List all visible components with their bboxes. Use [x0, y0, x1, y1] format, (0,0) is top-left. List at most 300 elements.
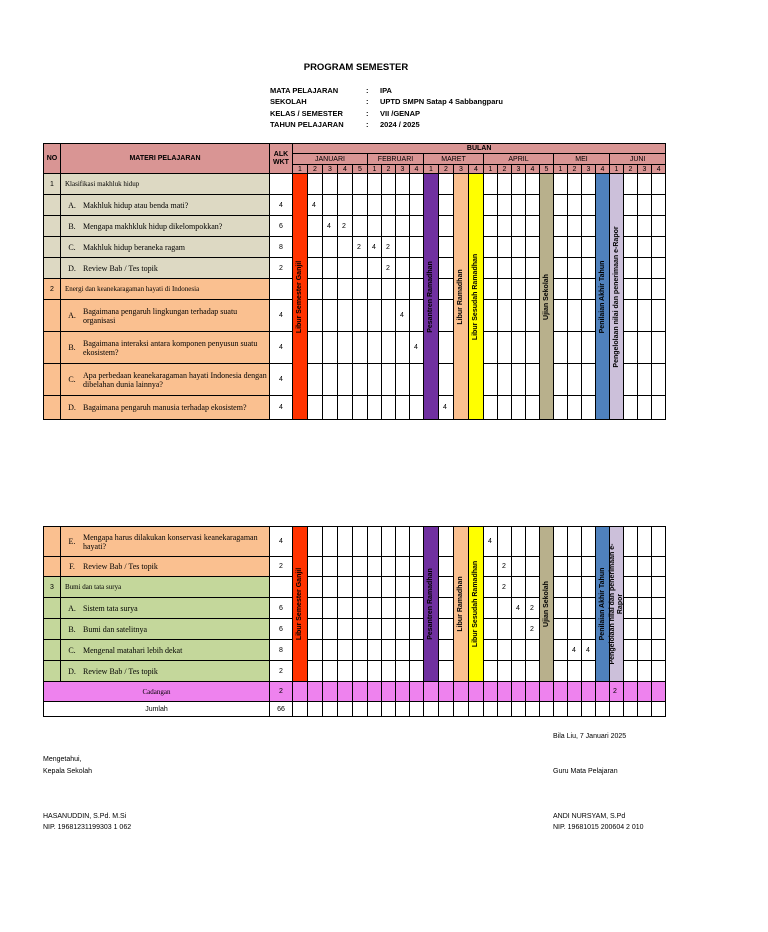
row-letter: B.: [68, 624, 76, 634]
week-5: 1: [368, 165, 382, 174]
week-cell: [368, 258, 382, 279]
row-letter: B.: [68, 221, 76, 231]
week-cell: [512, 682, 526, 702]
week-cell: [368, 364, 382, 396]
week-cell: [484, 237, 498, 258]
row-text: Mengapa harus dilakukan konservasi keanekaragaman hayati?: [83, 532, 258, 551]
week-cell: [582, 527, 596, 557]
week-8: 4: [410, 165, 424, 174]
week-cell: [338, 258, 353, 279]
week-cell: [624, 661, 638, 682]
week-cell: [323, 557, 338, 577]
week-cell: [338, 598, 353, 619]
week-cell: [308, 174, 323, 195]
week-cell: [396, 598, 410, 619]
week-cell: [410, 577, 424, 598]
week-cell: [353, 619, 368, 640]
row-letter: B.: [68, 343, 76, 352]
week-cell: [353, 258, 368, 279]
week-3: 4: [338, 165, 353, 174]
week-cell: [484, 364, 498, 396]
week-16: 4: [526, 165, 540, 174]
month-2: MARET: [424, 154, 484, 165]
week-cell: [638, 527, 652, 557]
week-cell: [582, 300, 596, 332]
week-cell: [410, 702, 424, 717]
row-no: 2: [44, 279, 61, 300]
week-cell: [308, 279, 323, 300]
week-cell: [338, 396, 353, 420]
week-cell: [554, 237, 568, 258]
week-cell: [582, 661, 596, 682]
week-cell: [382, 216, 396, 237]
row-no: [44, 300, 61, 332]
week-cell: [338, 279, 353, 300]
bar-ganjil: [293, 527, 308, 682]
week-cell: [439, 661, 454, 682]
week-cell: [338, 364, 353, 396]
bar-label-rapor: Pengelolaan nilai dan penerimaan e-Rapor: [608, 543, 624, 665]
week-cell: [396, 702, 410, 717]
week-cell: [484, 598, 498, 619]
week-cell: [323, 279, 338, 300]
week-cell: [484, 279, 498, 300]
week-cell: [498, 527, 512, 557]
week-cell: [624, 216, 638, 237]
week-cell: [624, 577, 638, 598]
week-cell: [652, 258, 666, 279]
week-cell: [638, 258, 652, 279]
week-cell: [368, 195, 382, 216]
week-cell: [353, 396, 368, 420]
week-cell: [368, 396, 382, 420]
week-cell: [353, 332, 368, 364]
week-cell: [624, 300, 638, 332]
week-cell: [540, 702, 554, 717]
week-cell: [554, 682, 568, 702]
row-materi: [61, 619, 270, 640]
week-cell: [582, 258, 596, 279]
week-11: 3: [454, 165, 469, 174]
bar-ujian: [540, 174, 554, 420]
week-cell: [638, 364, 652, 396]
week-cell: [512, 661, 526, 682]
bar-label-ganjil: Libur Semester Ganjil: [296, 567, 303, 641]
week-cell: [323, 577, 338, 598]
week-cell: [368, 332, 382, 364]
week-cell: [638, 682, 652, 702]
week-cell: [308, 557, 323, 577]
week-22: 1: [610, 165, 624, 174]
week-cell: [308, 702, 323, 717]
month-5: JUNI: [610, 154, 666, 165]
row-materi-wrap: [61, 307, 269, 325]
week-cell: [323, 396, 338, 420]
week-cell: [498, 682, 512, 702]
week-cell: [512, 364, 526, 396]
row-text: Review Bab / Tes topik: [83, 666, 158, 676]
week-cell: [382, 661, 396, 682]
week-cell: [368, 640, 382, 661]
week-cell: [439, 640, 454, 661]
week-cell: [353, 598, 368, 619]
week-cell: [554, 174, 568, 195]
bar-label-ganjil: Libur Semester Ganjil: [296, 260, 303, 333]
week-cell: [582, 279, 596, 300]
cadangan-row: [44, 682, 666, 702]
bar-label-ujian: Ujian Sekolah: [542, 581, 550, 627]
week-cell: [410, 598, 424, 619]
row-letter: C.: [68, 645, 76, 655]
week-cell: [554, 619, 568, 640]
week-cell: [439, 174, 454, 195]
week-cell: [338, 577, 353, 598]
week-cell: [526, 216, 540, 237]
week-cell: [353, 300, 368, 332]
week-cell: [484, 396, 498, 420]
row-letter: D.: [68, 666, 76, 676]
week-cell: 4: [368, 237, 382, 258]
week-cell: [568, 216, 582, 237]
week-cell: 2: [526, 598, 540, 619]
week-cell: [554, 598, 568, 619]
week-cell: [439, 527, 454, 557]
week-cell: [568, 396, 582, 420]
week-cell: [308, 598, 323, 619]
week-cell: [353, 195, 368, 216]
week-cell: [498, 702, 512, 717]
week-cell: [498, 332, 512, 364]
table-row: [44, 216, 666, 237]
week-cell: [526, 661, 540, 682]
week-cell: [323, 598, 338, 619]
week-cell: [498, 237, 512, 258]
week-cell: [308, 640, 323, 661]
week-cell: [484, 174, 498, 195]
week-cell: [439, 577, 454, 598]
row-no: [44, 364, 61, 396]
week-cell: [410, 364, 424, 396]
row-alk: 2: [270, 557, 293, 577]
week-cell: [396, 682, 410, 702]
week-cell: [439, 237, 454, 258]
row-no: [44, 661, 61, 682]
week-cell: [568, 577, 582, 598]
header-no: NO: [44, 144, 61, 174]
table-row: [44, 364, 666, 396]
teacher-nip: NIP. 19681015 200604 2 010: [553, 824, 644, 831]
row-alk: 4: [270, 364, 293, 396]
row-alk: 4: [270, 332, 293, 364]
row-no: [44, 598, 61, 619]
bar-pesantren: [424, 174, 439, 420]
week-cell: [526, 258, 540, 279]
week-cell: [382, 682, 396, 702]
row-alk: [270, 577, 293, 598]
header-materi: MATERI PELAJARAN: [61, 144, 270, 174]
week-cell: [526, 300, 540, 332]
table-row: [44, 661, 666, 682]
week-cell: [512, 577, 526, 598]
schedule-table-part1: [43, 143, 666, 420]
week-cell: [582, 598, 596, 619]
info-value: 2024 / 2025: [380, 120, 420, 130]
week-cell: [512, 396, 526, 420]
week-cell: 4: [439, 396, 454, 420]
week-cell: [484, 702, 498, 717]
info-key: MATA PELAJARAN: [270, 86, 339, 95]
week-cell: [323, 619, 338, 640]
week-cell: [323, 364, 338, 396]
week-cell: [439, 682, 454, 702]
week-cell: [526, 640, 540, 661]
week-cell: [439, 258, 454, 279]
week-cell: [410, 258, 424, 279]
week-cell: [424, 702, 439, 717]
week-cell: [512, 216, 526, 237]
week-cell: [323, 195, 338, 216]
row-materi: [61, 237, 270, 258]
week-cell: [568, 279, 582, 300]
row-alk: 6: [270, 598, 293, 619]
week-cell: [526, 577, 540, 598]
row-text: Apa perbedaan keanekaragaman hayati Indonesia dengan dibelahan dunia lainnya?: [83, 370, 267, 389]
week-cell: [582, 195, 596, 216]
week-13: 1: [484, 165, 498, 174]
week-cell: [396, 661, 410, 682]
week-cell: [638, 598, 652, 619]
week-cell: [396, 195, 410, 216]
week-cell: [638, 216, 652, 237]
row-alk: 8: [270, 640, 293, 661]
table-row: [44, 557, 666, 577]
bar-ujian: [540, 527, 554, 682]
schedule-table-part2: [43, 526, 666, 717]
week-cell: [554, 527, 568, 557]
bar-pesantren: [424, 527, 439, 682]
cadangan-alk: 2: [270, 682, 293, 702]
week-cell: 4: [484, 527, 498, 557]
row-materi-wrap: [61, 264, 269, 273]
week-cell: [410, 682, 424, 702]
row-materi: [61, 300, 270, 332]
week-cell: [498, 279, 512, 300]
week-cell: [624, 279, 638, 300]
week-cell: [382, 332, 396, 364]
week-cell: [638, 195, 652, 216]
row-materi: Energi dan keanekaragaman hayati di Indonesia: [61, 279, 270, 300]
week-cell: [638, 619, 652, 640]
week-cell: [454, 682, 469, 702]
week-cell: [582, 216, 596, 237]
week-cell: [498, 174, 512, 195]
week-cell: [582, 332, 596, 364]
week-cell: [512, 557, 526, 577]
week-cell: [396, 364, 410, 396]
week-cell: [382, 598, 396, 619]
week-cell: [498, 300, 512, 332]
info-row: [270, 119, 503, 130]
week-cell: [410, 216, 424, 237]
bar-rapor: [610, 527, 624, 682]
week-cell: [652, 300, 666, 332]
week-cell: [568, 300, 582, 332]
week-cell: [382, 527, 396, 557]
week-cell: [554, 332, 568, 364]
week-1: 2: [308, 165, 323, 174]
week-cell: [652, 364, 666, 396]
week-cell: [554, 300, 568, 332]
week-cell: [338, 702, 353, 717]
week-cell: [498, 216, 512, 237]
week-cell: [638, 237, 652, 258]
week-cell: [554, 258, 568, 279]
week-cell: [439, 279, 454, 300]
week-cell: [338, 237, 353, 258]
week-cell: 4: [582, 640, 596, 661]
info-row: [270, 108, 503, 119]
week-cell: [526, 527, 540, 557]
week-cell: [554, 640, 568, 661]
week-cell: [439, 557, 454, 577]
week-cell: [353, 702, 368, 717]
row-alk: 4: [270, 396, 293, 420]
week-cell: 4: [512, 598, 526, 619]
week-cell: [568, 258, 582, 279]
info-value: IPA: [380, 86, 392, 95]
table-row: [44, 332, 666, 364]
info-value: UPTD SMPN Satap 4 Sabbangparu: [380, 97, 503, 107]
week-0: 1: [293, 165, 308, 174]
row-alk: 4: [270, 195, 293, 216]
week-cell: [484, 332, 498, 364]
week-cell: [323, 332, 338, 364]
row-letter: D.: [68, 263, 76, 273]
table-row: [44, 598, 666, 619]
row-text: Bumi dan satelitnya: [83, 624, 147, 634]
week-9: 1: [424, 165, 439, 174]
week-cell: [554, 364, 568, 396]
jumlah-label: Jumlah: [44, 702, 270, 717]
week-cell: [382, 557, 396, 577]
row-no: [44, 640, 61, 661]
month-3: APRIL: [484, 154, 554, 165]
week-cell: [382, 577, 396, 598]
week-cell: [652, 661, 666, 682]
week-cell: [368, 279, 382, 300]
week-cell: [382, 640, 396, 661]
week-cell: [652, 174, 666, 195]
row-alk: [270, 174, 293, 195]
week-cell: [382, 279, 396, 300]
week-cell: [652, 237, 666, 258]
week-cell: [396, 396, 410, 420]
week-cell: [439, 195, 454, 216]
week-cell: [624, 195, 638, 216]
week-cell: [554, 661, 568, 682]
week-cell: [410, 396, 424, 420]
week-cell: [568, 661, 582, 682]
week-cell: [624, 702, 638, 717]
week-cell: [396, 258, 410, 279]
week-cell: [624, 640, 638, 661]
week-cell: [308, 237, 323, 258]
week-cell: [323, 174, 338, 195]
week-cell: [396, 332, 410, 364]
week-cell: [308, 396, 323, 420]
week-cell: [484, 640, 498, 661]
table-row: [44, 396, 666, 420]
week-cell: [353, 216, 368, 237]
row-no: [44, 216, 61, 237]
row-alk: 2: [270, 661, 293, 682]
bar-sesudah: [469, 174, 484, 420]
week-cell: [410, 661, 424, 682]
week-cell: [512, 640, 526, 661]
week-cell: [652, 216, 666, 237]
row-text: Sistem tata surya: [83, 603, 138, 613]
row-materi: Klasifikasi makhluk hidup: [61, 174, 270, 195]
week-cell: [498, 661, 512, 682]
week-cell: [410, 527, 424, 557]
row-letter: A.: [68, 200, 76, 210]
week-cell: [338, 682, 353, 702]
row-materi-wrap: [61, 625, 269, 634]
week-cell: 2: [526, 619, 540, 640]
info-row: [270, 96, 503, 107]
row-text: Review Bab / Tes topik: [83, 263, 158, 273]
row-letter: E.: [68, 537, 76, 546]
week-cell: [596, 682, 610, 702]
week-cell: [554, 216, 568, 237]
week-cell: [323, 661, 338, 682]
week-cell: [293, 702, 308, 717]
week-cell: [526, 174, 540, 195]
week-cell: [308, 577, 323, 598]
row-text: Bagaimana pengaruh manusia terhadap ekosistem?: [83, 403, 247, 412]
week-cell: [368, 577, 382, 598]
table-row: [44, 527, 666, 557]
week-cell: [439, 332, 454, 364]
week-cell: [353, 682, 368, 702]
week-cell: [308, 364, 323, 396]
row-letter: D.: [68, 403, 76, 412]
week-cell: [498, 640, 512, 661]
row-text: Bagaimana interaksi antara komponen penyusun suatu ekosistem?: [83, 338, 258, 357]
info-key: SEKOLAH: [270, 97, 307, 107]
week-cell: [410, 279, 424, 300]
week-12: 4: [469, 165, 484, 174]
row-materi-wrap: [61, 222, 269, 231]
bar-label-ujian: Ujian Sekolah: [542, 273, 550, 320]
week-cell: 2: [382, 258, 396, 279]
week-cell: [382, 619, 396, 640]
row-no: [44, 237, 61, 258]
week-cell: [624, 598, 638, 619]
week-cell: [582, 396, 596, 420]
row-materi: [61, 258, 270, 279]
week-cell: [439, 598, 454, 619]
row-materi-wrap: [61, 371, 269, 389]
week-cell: [338, 195, 353, 216]
week-cell: [624, 396, 638, 420]
week-cell: 4: [308, 195, 323, 216]
week-cell: [652, 279, 666, 300]
week-15: 3: [512, 165, 526, 174]
week-cell: [638, 396, 652, 420]
row-text: Makhluk hidup beraneka ragam: [83, 242, 185, 252]
week-cell: [498, 195, 512, 216]
